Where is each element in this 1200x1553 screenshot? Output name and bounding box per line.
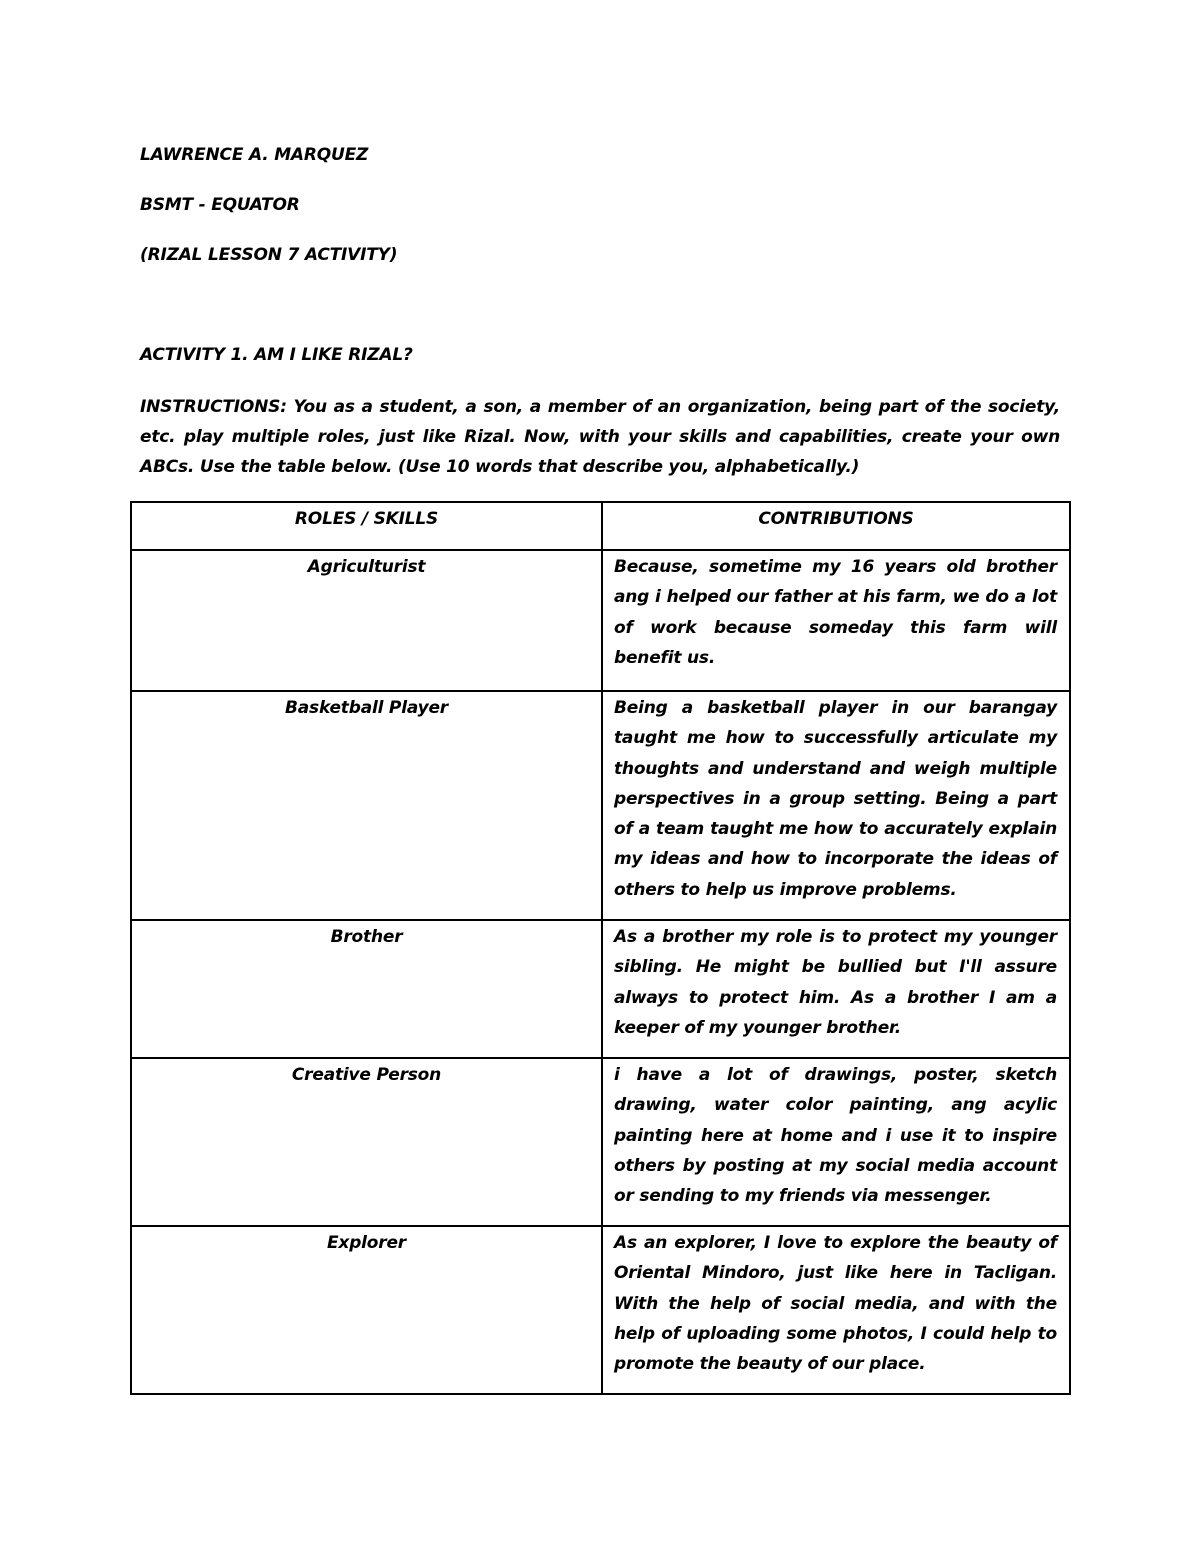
role-cell: Basketball Player <box>131 691 602 920</box>
role-cell: Agriculturist <box>131 550 602 691</box>
table-row <box>131 920 1070 1058</box>
lesson-title: (RIZAL LESSON 7 ACTIVITY) <box>140 245 398 265</box>
table-row <box>131 691 1070 920</box>
role-cell: Creative Person <box>131 1058 602 1226</box>
role-cell: Explorer <box>131 1226 602 1394</box>
table-row <box>131 550 1070 691</box>
student-section: BSMT - EQUATOR <box>140 195 300 215</box>
activity-instructions: INSTRUCTIONS: You as a student, a son, a member of an organization, being part of the society, etc. play multiple roles, just like Rizal. Now, with your skills and capabilities, create your own ABCs. Use the table below. (Use 10 words that describe you, alphabetically.) <box>140 397 1060 477</box>
student-name: LAWRENCE A. MARQUEZ <box>140 145 369 165</box>
table-row <box>131 1058 1070 1226</box>
contribution-cell: Being a basketball player in our barangay taught me how to successfully articulate my thoughts and understand and weigh multiple perspectives in a group setting. Being a part of a team taught me how to accurately explain my ideas and how to incorporate the ideas of others to help us improve problems. <box>602 691 1070 920</box>
roles-table <box>130 501 1071 1395</box>
table-row <box>131 1226 1070 1394</box>
contribution-cell: i have a lot of drawings, poster, sketch drawing, water color painting, ang acylic painting here at home and i use it to inspire others by posting at my social media account or sending to my friends via messenger. <box>602 1058 1070 1226</box>
header-contributions: CONTRIBUTIONS <box>602 502 1070 550</box>
role-cell: Brother <box>131 920 602 1058</box>
table-header-row <box>131 502 1070 550</box>
contribution-cell: Because, sometime my 16 years old brother ang i helped our father at his farm, we do a lot of work because someday this farm will benefit us. <box>602 550 1070 691</box>
contribution-cell: As an explorer, I love to explore the beauty of Oriental Mindoro, just like here in Tacligan. With the help of social media, and with the help of uploading some photos, I could help to promote the beauty of our place. <box>602 1226 1070 1394</box>
activity-title: ACTIVITY 1. AM I LIKE RIZAL? <box>140 345 413 365</box>
header-roles-skills: ROLES / SKILLS <box>131 502 602 550</box>
contribution-cell: As a brother my role is to protect my younger sibling. He might be bullied but I'll assure always to protect him. As a brother I am a keeper of my younger brother. <box>602 920 1070 1058</box>
